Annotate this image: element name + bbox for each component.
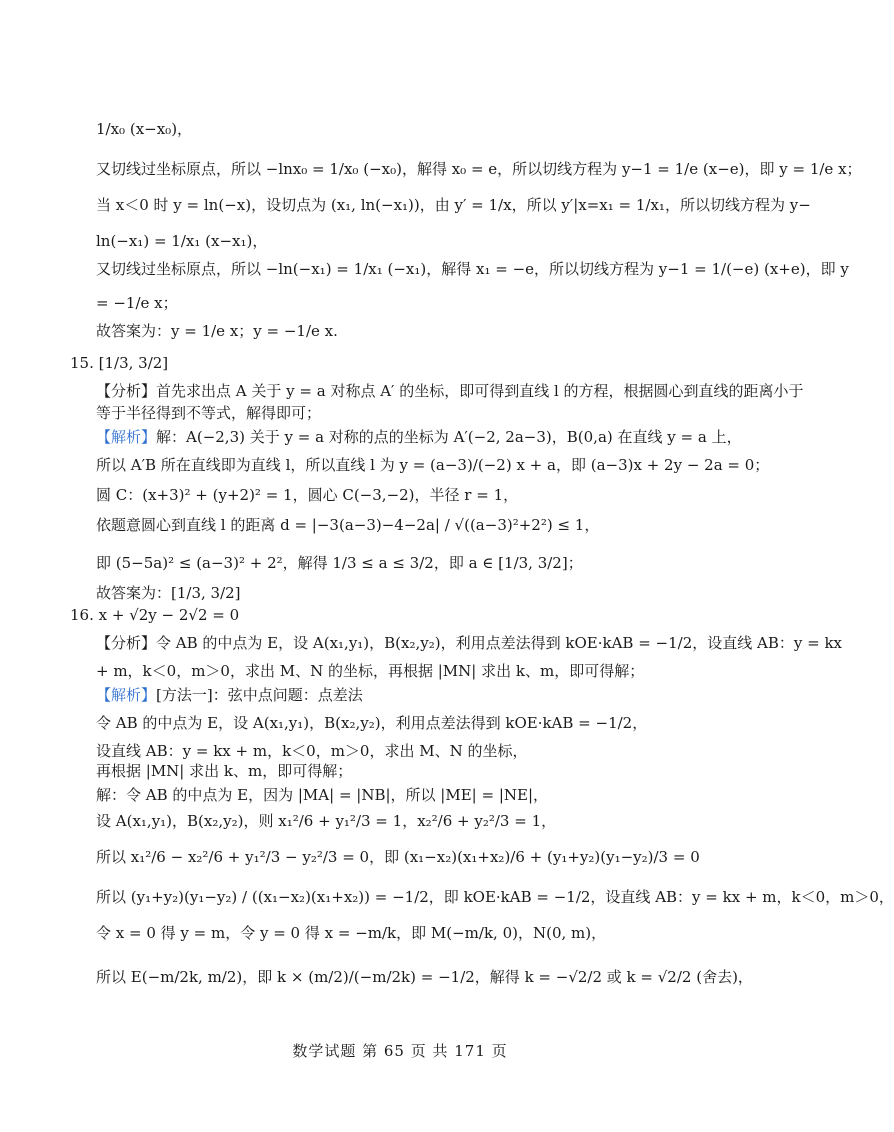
- solution-tag: 【解析】: [96, 428, 157, 446]
- solution-line: 解：令 AB 的中点为 E，因为 |MA| = |NB|，所以 |ME| = |NE|，: [96, 786, 549, 804]
- question-number: 16.: [70, 606, 94, 624]
- solution-heading: [方法一]：弦中点问题：点差法: [156, 686, 363, 704]
- text-line: 1/x₀ (x−x₀)，: [96, 120, 193, 138]
- solution-line: 即 (5−5a)² ≤ (a−3)² + 2²，解得 1/3 ≤ a ≤ 3/2，即 a ∈ [1/3, 3/2]；: [96, 554, 583, 572]
- solution-line: 再根据 |MN| 求出 k、m，即可得解；: [96, 762, 353, 780]
- solution-line: 设直线 AB：y = kx + m，k＜0，m＞0，求出 M、N 的坐标，: [96, 742, 528, 760]
- solution-line: [96, 426, 742, 448]
- text-line: ln(−x₁) = 1/x₁ (x−x₁)，: [96, 232, 268, 250]
- text-line: 当 x＜0 时 y = ln(−x)，设切点为 (x₁, ln(−x₁))，由 y′ = 1/x，所以 y′|x=x₁ = 1/x₁，所以切线方程为 y−: [96, 196, 811, 214]
- solution-line: 所以 x₁²/6 − x₂²/6 + y₁²/3 − y₂²/3 = 0，即 (x₁−x₂)(x₁+x₂)/6 + (y₁+y₂)(y₁−y₂)/3 = 0: [96, 848, 700, 866]
- analysis-text: 令 AB 的中点为 E，设 A(x₁,y₁)，B(x₂,y₂)，利用点差法得到 kOE·kAB = −1/2，设直线 AB：y = kx: [156, 634, 842, 652]
- text-line: = −1/e x；: [96, 294, 178, 312]
- solution-tag: 【解析】: [96, 686, 157, 704]
- answer-text: [1/3, 3/2]: [98, 354, 169, 372]
- answer-text: x + √2y − 2√2 = 0: [98, 606, 240, 624]
- solution-line: 圆 C：(x+3)² + (y+2)² = 1，圆心 C(−3,−2)，半径 r = 1，: [96, 486, 519, 504]
- text-line: 又切线过坐标原点，所以 −ln(−x₁) = 1/x₁ (−x₁)，解得 x₁ = −e，所以切线方程为 y−1 = 1/(−e) (x+e)，即 y: [96, 260, 849, 278]
- page-footer: 数学试题 第 65 页 共 171 页: [292, 1042, 508, 1060]
- analysis-line: + m，k＜0，m＞0，求出 M、N 的坐标，再根据 |MN| 求出 k、m，即可得解；: [96, 662, 645, 680]
- question-number: 15.: [70, 354, 94, 372]
- analysis-tag: 【分析】: [96, 382, 157, 400]
- solution-line: 令 x = 0 得 y = m，令 y = 0 得 x = −m/k，即 M(−m/k, 0)，N(0, m)，: [96, 924, 607, 942]
- solution-line: 令 AB 的中点为 E，设 A(x₁,y₁)，B(x₂,y₂)，利用点差法得到 kOE·kAB = −1/2，: [96, 714, 648, 732]
- analysis-tag: 【分析】: [96, 634, 157, 652]
- question-16-answer: [70, 604, 239, 626]
- text-line: 故答案为：y = 1/e x；y = −1/e x.: [96, 322, 338, 340]
- solution-line: 所以 A′B 所在直线即为直线 l，所以直线 l 为 y = (a−3)/(−2) x + a，即 (a−3)x + 2y − 2a = 0；: [96, 456, 770, 474]
- solution-line: 设 A(x₁,y₁)，B(x₂,y₂)，则 x₁²/6 + y₁²/3 = 1，x₂²/6 + y₂²/3 = 1，: [96, 812, 557, 830]
- analysis-line: 等于半径得到不等式，解得即可；: [96, 404, 322, 422]
- solution-line: 所以 (y₁+y₂)(y₁−y₂) / ((x₁−x₂)(x₁+x₂)) = −1/2，即 kOE·kAB = −1/2，设直线 AB：y = kx + m，k＜0，m＞0，: [96, 888, 894, 906]
- solution-line: 故答案为：[1/3, 3/2]: [96, 584, 241, 602]
- solution-line: [96, 684, 363, 706]
- question-15-answer: [70, 352, 168, 374]
- analysis-line: [96, 632, 842, 654]
- text-line: 又切线过坐标原点，所以 −lnx₀ = 1/x₀ (−x₀)，解得 x₀ = e，所以切线方程为 y−1 = 1/e (x−e)，即 y = 1/e x；: [96, 160, 862, 178]
- analysis-text: 首先求出点 A 关于 y = a 对称点 A′ 的坐标，即可得到直线 l 的方程，根据圆心到直线的距离小于: [156, 382, 804, 400]
- analysis-line: [96, 380, 804, 402]
- solution-line: 依题意圆心到直线 l 的距离 d = |−3(a−3)−4−2a| / √((a−3)²+2²) ≤ 1，: [96, 516, 600, 534]
- solution-line: 所以 E(−m/2k, m/2)，即 k × (m/2)/(−m/2k) = −1/2，解得 k = −√2/2 或 k = √2/2 (舍去)，: [96, 968, 753, 986]
- solution-text: 解：A(−2,3) 关于 y = a 对称的点的坐标为 A′(−2, 2a−3)，B(0,a) 在直线 y = a 上，: [156, 428, 742, 446]
